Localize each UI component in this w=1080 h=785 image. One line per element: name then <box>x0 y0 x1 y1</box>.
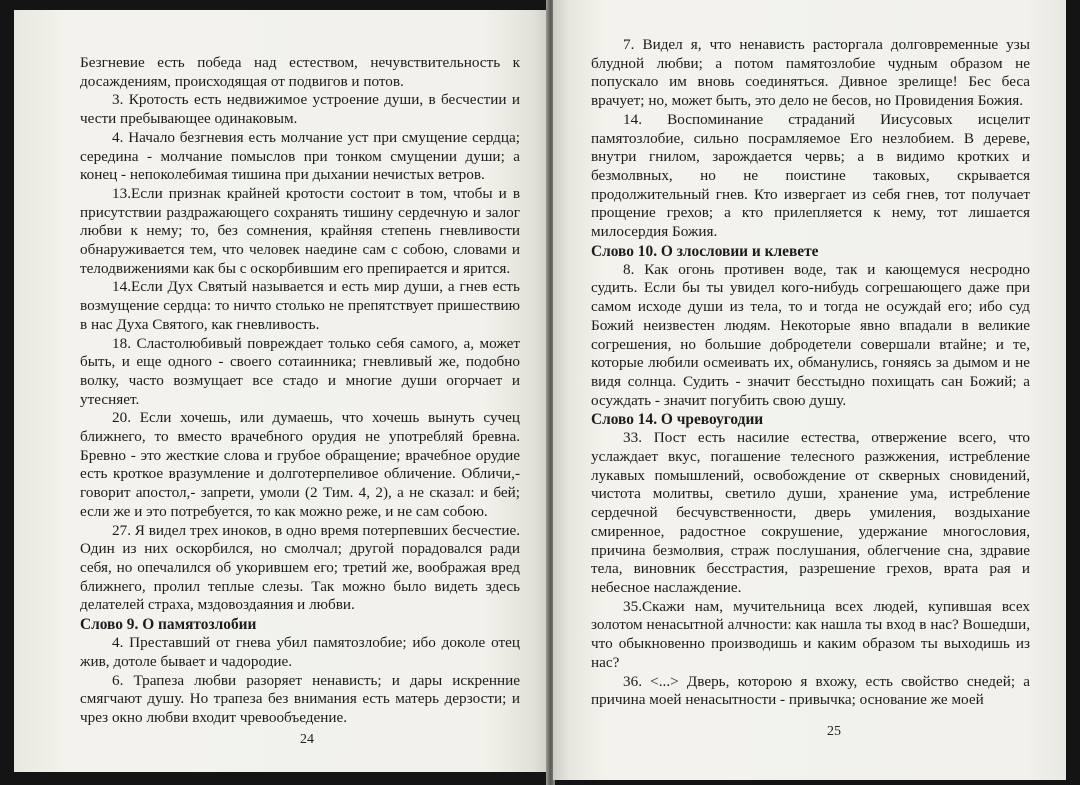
paragraph: 27. Я видел трех иноков, в одно время потерпевших бесчестие. Один из них оскорбился, но смолчал; другой порадовался ради себя, но опечалился об укорившем его; третий же, воображая вред ближнего, пролил теплые слезы. Так можно было видеть здесь делателей страха, мздовоздаяния и любви. <box>80 521 520 614</box>
paragraph: 18. Сластолюбивый повреждает только себя самого, а, может быть, и еще одного - своего сотаинника; гневливый же, подобно волку, часто возмущает все стадо и многие души огорчает и утесняет. <box>80 334 520 408</box>
paragraph: 4. Преставший от гнева убил памятозлобие; ибо доколе отец жив, дотоле бывает и чадородие. <box>80 634 520 670</box>
page-number: 24 <box>300 732 314 747</box>
paragraph: 8. Как огонь противен воде, так и кающемуся несродно судить. Если бы ты увидел кого-нибудь согрешающего даже при самом исходе души из тела, то и тогда не осуждай его; ибо суд Божий неизвестен людям. Некоторые явно впадали в великие согрешения, но большие добродетели совершали втайне; и те, которые любили осмеивать их, обманулись, гоняясь за дымом и не видя солнца. Судить - значит бесстыдно похищать сан Божий; а осуждать - значит погубить свою душу. <box>591 260 1030 409</box>
chapter-heading: Слово 14. О чревоугодии <box>591 411 764 429</box>
paragraph: Безгневие есть победа над естеством, нечувствительность к досаждениям, происходящая от подвигов и потов. <box>80 54 520 90</box>
page-number: 25 <box>827 724 841 739</box>
paragraph: 36. <...> Дверь, которою я вхожу, есть свойство снедей; а причина моей ненасытности - привычка; основание же моей <box>591 672 1030 709</box>
paragraph: 13.Если признак крайней кротости состоит в том, чтобы и в присутствии раздражающего сохранять тишину сердечную и залог любви к нему; то, без сомнения, крайняя степень гневливости обнаруживается тем, что человек наедине сам с собою, словами и телодвижениями как бы с оскорбившим его препирается и ярится. <box>80 184 520 277</box>
left-page <box>14 10 548 772</box>
left-page-text <box>80 54 520 728</box>
chapter-heading: Слово 10. О злословии и клевете <box>591 242 819 260</box>
paragraph: 3. Кротость есть недвижимое устроение души, в бесчестии и чести пребывающее одинаковым. <box>80 91 520 128</box>
paragraph: 20. Если хочешь, или думаешь, что хочешь вынуть сучец ближнего, то вместо врачебного орудия не употребляй бревна. Бревно - это жесткие слова и грубое обращение; врачебное орудие есть кроткое вразумление и долготерпеливое обличение. Обличи,- говорит апостол,- запрети, умоли (2 Тим. 4, 2), а не сказал: и бей; если же и это потребуется, то как можно реже, и не сам собою. <box>80 409 520 520</box>
chapter-heading: Слово 9. О памятозлобии <box>80 616 257 634</box>
paragraph: 35.Скажи нам, мучительница всех людей, купившая всех золотом ненасытной алчности: как нашла ты вход в нас? Вошедши, что обыкновенно производишь и каким образом ты выходишь из нас? <box>591 597 1030 671</box>
paragraph: 6. Трапеза любви разоряет ненависть; и дары искренние смягчают душу. Но трапеза без внимания есть матерь дерзости; и чрез окно любви входит чревообъедение. <box>80 671 520 726</box>
paragraph: 33. Пост есть насилие естества, отвержение всего, что услаждает вкус, погашение телесного разжжения, истребление лукавых помышлений, освобождение от скверных сновидений, чистота молитвы, светило души, хранение ума, истребление сердечной бесчувственности, дверь умиления, воздыхание смиренное, радостное сокрушение, удержание многословия, причина безмолвия, страж послушания, облегчение сна, здравие тела, виновник бесстрастия, разрешение грехов, врата рая и небесное наслаждение. <box>591 429 1030 596</box>
paragraph: 7. Видел я, что ненависть расторгала долговременные узы блудной любви; а потом памятозлобие чудным образом не попускало им вновь соединяться. Дивное зрелище! Бес беса врачует; но, может быть, это дело не бесов, но Провидения Божия. <box>591 36 1030 110</box>
paragraph: 14. Воспоминание страданий Иисусовых исцелит памятозлобие, сильно посрамляемое Его незлобием. В дереве, внутри гнилом, зарождается червь; а в видимо кротких и безмолвных, но не поистине таковых, скрывается продолжительный гнев. Кто извергает из себя гнев, тот получает прощение грехов; а кто прилепляется к нему, тот лишается милосердия Божия. <box>591 110 1030 241</box>
right-page <box>553 0 1066 780</box>
paragraph: 4. Начало безгневия есть молчание уст при смущение сердца; середина - молчание помыслов при тонком смущении души; а конец - непоколебимая тишина при дыхании нечистых ветров. <box>80 128 520 184</box>
paragraph: 14.Если Дух Святый называется и есть мир души, а гнев есть возмущение сердца: то ничто столько не препятствует пришествию в нас Духа Святого, как гневливость. <box>80 278 520 333</box>
right-page-text <box>591 36 1030 710</box>
